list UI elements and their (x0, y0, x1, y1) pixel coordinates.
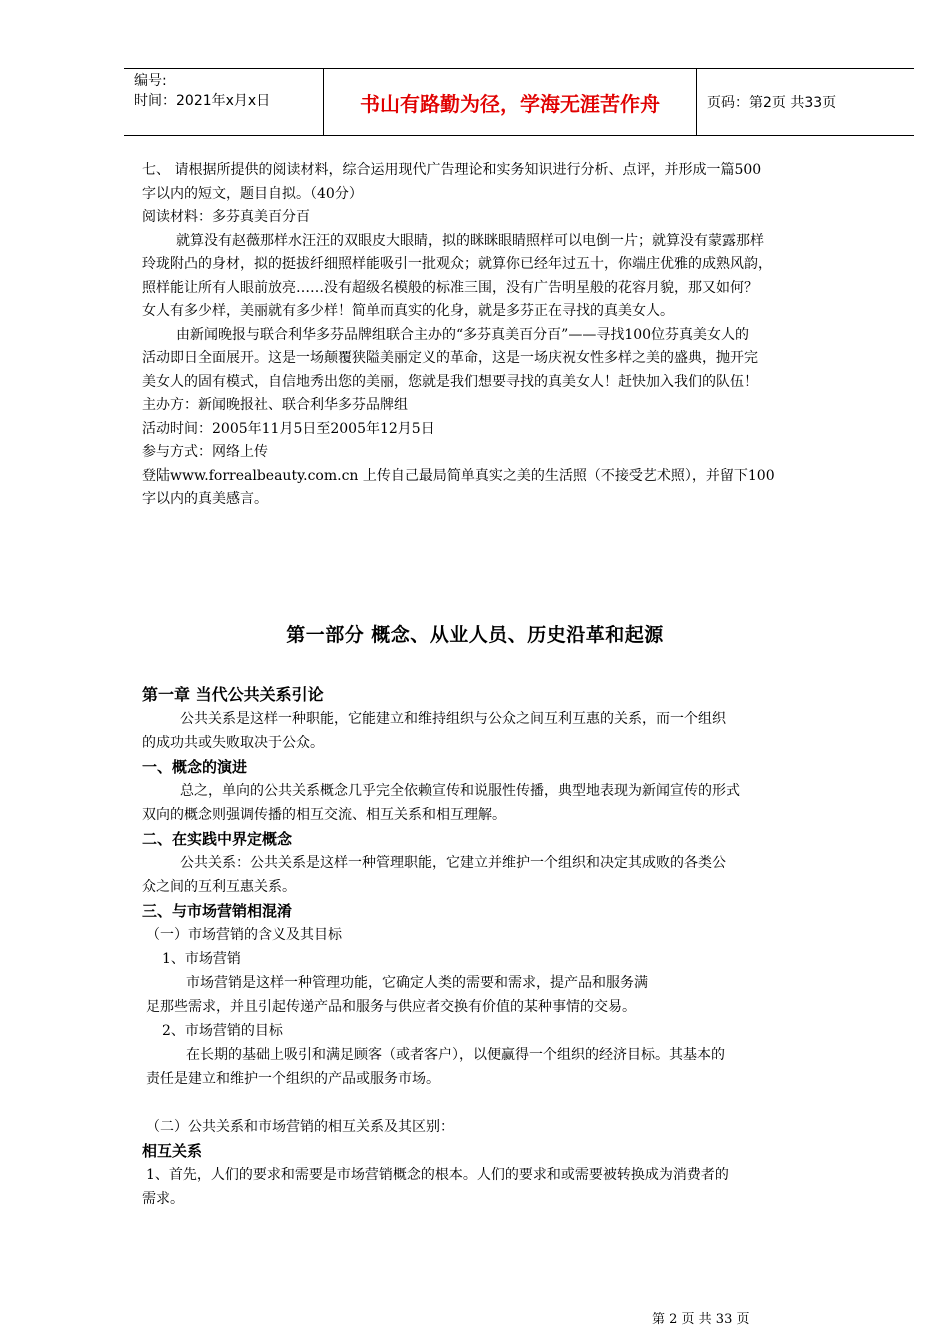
chapter-block (142, 683, 902, 1211)
header-table (124, 68, 914, 136)
exercise-line: 活动时间：2005年11月5日至2005年12月5日 (142, 420, 435, 437)
doc-date: 时间：2021年x月x日 (134, 93, 271, 109)
subsection-title: （二）公共关系和市场营销的相互关系及其区别： (146, 1119, 454, 1135)
exercise-line: 活动即日全面展开。这是一场颠覆狭隘美丽定义的革命，这是一场庆祝女性多样之美的盛典，抛开完 (142, 350, 758, 366)
exercise-line: 七、 请根据所提供的阅读材料，综合运用现代广告理论和实务知识进行分析、点评，并形成一篇500 (142, 162, 762, 178)
paragraph-line: 责任是建立和维护一个组织的产品或服务市场。 (146, 1071, 440, 1087)
exercise-line: 玲珑附凸的身材，拟的挺拔纤细照样能吸引一批观众；就算你已经年过五十，你端庄优雅的成熟风韵， (142, 256, 772, 272)
paragraph-line: 1、首先，人们的要求和需要是市场营销概念的根本。人们的要求和或需要被转换成为消费者的 (146, 1167, 729, 1183)
exercise-line: 照样能让所有人眼前放亮……没有超级名模般的标准三围，没有广告明星般的花容月貌，那又如何？ (142, 279, 758, 296)
header-info-cell (124, 69, 324, 135)
section-title: 三、与市场营销相混淆 (142, 902, 293, 920)
exercise-line: 美女人的固有模式，自信地秀出您的美丽，您就是我们想要寻找的真美女人！赶快加入我们的队伍！ (142, 373, 758, 390)
exercise-line: 阅读材料：多芬真美百分百 (142, 209, 310, 225)
exercise-line: 就算没有赵薇那样水汪汪的双眼皮大眼睛，拟的眯眯眼睛照样可以电倒一片；就算没有蒙露那样 (176, 232, 764, 249)
relation-title: 相互关系 (142, 1142, 203, 1160)
section-title: 一、概念的演进 (142, 758, 248, 776)
exercise-block (142, 159, 902, 512)
subsection-title: （一）市场营销的含义及其目标 (146, 927, 342, 943)
paragraph-line: 双向的概念则强调传播的相互交流、相互关系和相互理解。 (142, 807, 506, 823)
paragraph-line: 众之间的互利互惠关系。 (142, 879, 296, 895)
chapter-title: 第一章 当代公共关系引论 (142, 685, 324, 704)
header-page-info: 页码：第2页 共33页 (707, 95, 837, 111)
paragraph-line: 公共关系是这样一种职能，它能建立和维持组织与公众之间互利互惠的关系，而一个组织 (180, 711, 726, 727)
paragraph-line: 的成功共或失败取决于公众。 (142, 735, 324, 751)
exercise-line: 女人有多少样，美丽就有多少样！简单而真实的化身，就是多芬正在寻找的真美女人。 (142, 303, 674, 319)
paragraph-line: 总之，单向的公共关系概念几乎完全依赖宣传和说服性传播，典型地表现为新闻宣传的形式 (180, 783, 740, 799)
paragraph-line: 在长期的基础上吸引和满足顾客（或者客户），以便赢得一个组织的经济目标。其基本的 (186, 1047, 725, 1063)
paragraph-line: 足那些需求，并且引起传递产品和服务与供应者交换有价值的某种事情的交易。 (146, 999, 636, 1015)
exercise-line: 字以内的短文，题目自拟。（40分） (142, 185, 363, 202)
exercise-line: 由新闻晚报与联合利华多芬品牌组联合主办的“多芬真美百分百”——寻找100位芬真美女人的 (176, 326, 750, 343)
paragraph-line: 市场营销是这样一种管理功能，它确定人类的需要和需求，提产品和服务满 (186, 975, 648, 991)
exercise-line: 登陆www.forrealbeauty.com.cn 上传自己最局简单真实之美的生活照（不接受艺术照），并留下100 (142, 467, 775, 484)
paragraph-line: 公共关系：公共关系是这样一种管理职能，它建立并维护一个组织和决定其成败的各类公 (180, 855, 726, 871)
part-title: 第一部分 概念、从业人员、历史沿革和起源 (286, 624, 664, 646)
item-title: 2、市场营销的目标 (162, 1023, 283, 1039)
exercise-line: 参与方式：网络上传 (142, 444, 268, 460)
page-footer: 第 2 页 共 33 页 (652, 1312, 750, 1327)
paragraph-line: 需求。 (142, 1191, 184, 1207)
blank-line (142, 1091, 902, 1115)
section-title: 二、在实践中界定概念 (142, 830, 293, 848)
header-motto: 书山有路勤为径，学海无涯苦作舟 (324, 69, 697, 135)
exercise-line: 字以内的真美感言。 (142, 491, 268, 507)
item-title: 1、市场营销 (162, 951, 241, 967)
exercise-line: 主办方：新闻晚报社、联合利华多芬品牌组 (142, 397, 408, 413)
doc-number: 编号: (134, 73, 167, 89)
